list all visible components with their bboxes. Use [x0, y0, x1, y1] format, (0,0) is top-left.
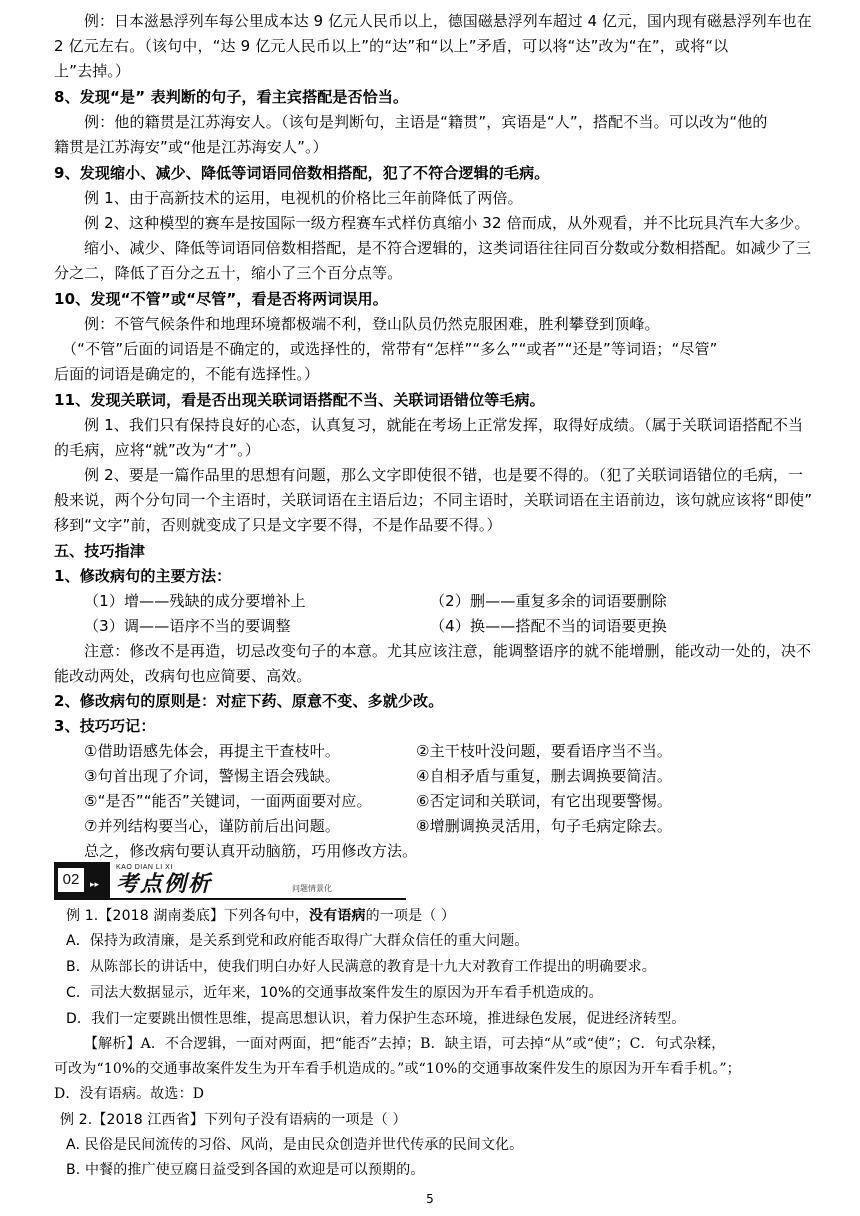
body-text: 的毛病，应将“就”改为“才”。） [54, 441, 260, 459]
body-text: 移到“文字”前，否则就变成了只是文字要不得，不是作品要不得。） [54, 516, 502, 534]
tip-item: ⑥否定词和关联词，有它出现要警惕。 [416, 792, 672, 810]
option-c: C．司法大数据显示，近年来，10%的交通事故案件发生的原因为开车看手机造成的。 [66, 985, 603, 1001]
section-heading: 五、技巧指津 [54, 542, 145, 560]
section-heading: 9、发现缩小、减少、降低等词语同倍数相搭配，犯了不符合逻辑的毛病。 [54, 164, 550, 182]
body-text: （“不管”后面的词语是不确定的，或选择性的，常带有“怎样”“多么”“或者”“还是”等词语；“尽管” [62, 340, 718, 358]
option-b: B. 中餐的推广使豆腐日益受到各国的欢迎是可以预期的。 [66, 1162, 425, 1178]
page-number: 5 [426, 1192, 434, 1206]
subsection-heading: 2、修改病句的原则是：对症下药、原意不变、多就少改。 [54, 692, 444, 710]
analysis-text: D．没有语病。故选：D [54, 1086, 205, 1102]
example-question: 例 2.【2018 江西省】下列句子没有语病的一项是（ ） [60, 1112, 407, 1128]
tip-item: ⑦并列结构要当心，谨防前后出问题。 [84, 817, 340, 835]
method-item: （3）调——语序不当的要调整 [84, 617, 291, 635]
method-item: （1）增——残缺的成分要增补上 [84, 592, 306, 610]
tip-item: ①借助语感先体会，再提主干查枝叶。 [84, 742, 340, 760]
tip-item: ⑤“是否”“能否”关键词，一面两面要对应。 [84, 792, 372, 810]
analysis-text: 可改为“10%的交通事故案件发生为开车看手机造成的。”或“10%的交通事故案件发生的原因为开车看手机。”； [54, 1061, 741, 1077]
tip-item: ④自相矛盾与重复，删去调换要简洁。 [416, 767, 672, 785]
subsection-heading: 1、修改病句的主要方法： [54, 567, 232, 585]
banner-subtitle: 问题情景化 [292, 884, 332, 893]
method-item: （4）换——搭配不当的词语要更换 [430, 617, 667, 635]
option-b: B．从陈部长的讲话中，使我们明白办好人民满意的教育是十九大对教育工作提出的明确要求。 [66, 959, 656, 975]
body-text: 后面的词语是确定的，不能有选择性。） [54, 365, 320, 383]
body-text: 例 2、这种模型的赛车是按国际一级方程赛车式样仿真缩小 32 倍而成，从外观看，并不比玩具汽车大多少。 [84, 214, 810, 232]
body-text: 分之二，降低了百分之五十，缩小了三个百分点等。 [54, 264, 403, 282]
option-a: A．保持为政清廉，是关系到党和政府能否取得广大群众信任的重大问题。 [66, 933, 529, 949]
body-text: 例：日本滋悬浮列车每公里成本达 9 亿元人民币以上，德国磁悬浮列车超过 4 亿元，国内现有磁悬浮列车也在 [84, 12, 812, 30]
body-text: 例 1、由于高新技术的运用，电视机的价格比三年前降低了两倍。 [84, 189, 523, 207]
banner-pinyin: KAO DIAN LI XI [116, 864, 173, 871]
banner-title: 考点例析 [116, 872, 213, 897]
body-text: 2 亿元左右。（该句中，“达 9 亿元人民币以上”的“达”和“以上”矛盾，可以将“达”改为“在”，或将“以 [54, 37, 729, 55]
banner-number: 02 [58, 868, 84, 892]
body-text: 籍贯是江苏海安”或“他是江苏海安人”。） [54, 138, 328, 156]
tip-item: ③句首出现了介词，警惕主语会残缺。 [84, 767, 340, 785]
body-text: 上”去掉。） [54, 62, 131, 80]
option-d: D．我们一定要跳出惯性思维，提高思想认识，着力保护生态环境，推进绿色发展，促进经济转型。 [66, 1011, 686, 1027]
body-text: 例：他的籍贯是江苏海安人。（该句是判断句，主语是“籍贯”，宾语是“人”，搭配不当。可以改为“他的 [84, 113, 768, 131]
section-heading: 10、发现“不管”或“尽管”，看是否将两词误用。 [54, 290, 388, 308]
option-a: A. 民俗是民间流传的习俗、风尚，是由民众创造并世代传承的民间文化。 [66, 1137, 524, 1153]
arrow-icon: ▸▸ [90, 880, 100, 890]
body-text: 注意：修改不是再造，切忌改变句子的本意。尤其应该注意，能调整语序的就不能增删，能改动一处的，决不 [84, 642, 812, 660]
body-text: 总之，修改病句要认真开动脑筋，巧用修改方法。 [84, 842, 418, 860]
banner-rule [54, 898, 406, 900]
method-item: （2）删——重复多余的词语要删除 [430, 592, 667, 610]
analysis-text: 【解析】A．不合逻辑，一面对两面，把“能否”去掉；B．缺主语，可去掉“从”或“使”；C．句式杂糅， [84, 1036, 726, 1052]
body-text: 例 2、要是一篇作品里的思想有问题，那么文字即使很不错，也是要不得的。（犯了关联词语错位的毛病，一 [84, 466, 804, 484]
example-question: 例 1.【2018 湖南娄底】下列各句中，没有语病的一项是（ ） [66, 908, 456, 924]
subsection-heading: 3、技巧巧记： [54, 717, 156, 735]
tip-item: ⑧增删调换灵活用，句子毛病定除去。 [416, 817, 672, 835]
section-banner [54, 862, 406, 902]
section-heading: 8、发现“是” 表判断的句子，看主宾搭配是否恰当。 [54, 88, 409, 106]
tip-item: ②主干枝叶没问题，要看语序当不当。 [416, 742, 672, 760]
body-text: 例：不管气候条件和地理环境都极端不利，登山队员仍然克服困难，胜利攀登到顶峰。 [84, 315, 660, 333]
body-text: 例 1、我们只有保持良好的心态，认真复习，就能在考场上正常发挥，取得好成绩。（属于关联词语搭配不当 [84, 416, 804, 434]
body-text: 能改动两处，改病句也应简要、高效。 [54, 667, 312, 685]
section-heading: 11、发现关联词，看是否出现关联词语搭配不当、关联词语错位等毛病。 [54, 391, 545, 409]
body-text: 般来说，两个分句同一个主语时，关联词语在主语后边；不同主语时，关联词语在主语前边，该句就应该将“即使” [54, 491, 813, 509]
body-text: 缩小、减少、降低等词语同倍数相搭配，是不符合逻辑的，这类词语往往同百分数或分数相搭配。如减少了三 [84, 239, 812, 257]
